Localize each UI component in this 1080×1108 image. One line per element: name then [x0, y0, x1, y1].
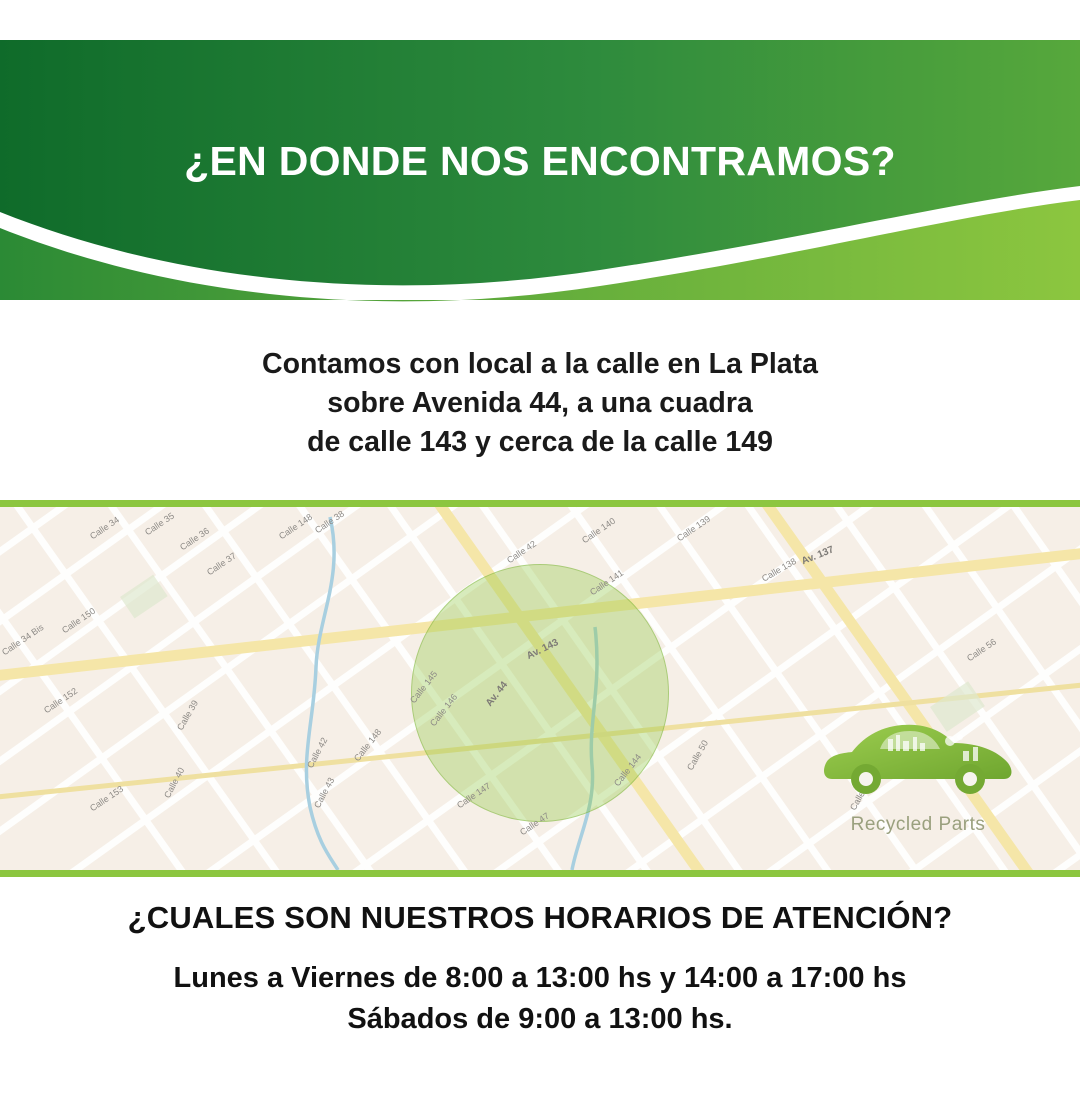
map-street-label: Calle 39	[175, 698, 201, 732]
map-street-label: Calle 34 Bis	[0, 622, 46, 658]
map-street-label: Calle 144	[612, 752, 644, 789]
map-street-label: Calle 140	[580, 515, 618, 546]
map-street-label: Av. 44	[484, 679, 511, 709]
map-street-label: Calle 145	[408, 669, 440, 706]
logo	[818, 711, 1018, 836]
map-street-label: Calle 148	[352, 727, 384, 764]
intro-line-2: sobre Avenida 44, a una cuadra	[327, 387, 753, 419]
map-street-label: Calle 139	[675, 513, 713, 544]
map-section[interactable]	[0, 500, 1080, 877]
header-banner	[0, 0, 1080, 305]
map-street-label: Calle 148	[277, 511, 315, 542]
car-icon	[818, 711, 1018, 807]
map-street-label: Calle 43	[312, 775, 337, 810]
intro-line-1: Contamos con local a la calle en La Plata	[262, 348, 818, 380]
map-street-label: Calle 42	[305, 735, 330, 770]
hours-saturday: Sábados de 9:00 a 13:00 hs.	[347, 1003, 733, 1035]
map-street-label: Av. 143	[525, 637, 561, 662]
footer-hours	[0, 958, 1080, 1040]
map-street-label: Calle 40	[162, 765, 187, 800]
map-street-label: Calle 141	[588, 567, 626, 598]
intro-text	[0, 345, 1080, 462]
map-street-label: Calle 37	[205, 550, 238, 578]
map-street-label: Calle 150	[60, 605, 98, 636]
map-street-label: Calle 34	[88, 514, 121, 542]
intro-line-3: de calle 143 y cerca de la calle 149	[307, 426, 773, 458]
logo-text: Recycled Parts	[850, 814, 986, 835]
map-street-label: Calle 38	[313, 508, 346, 536]
map-street-label: Calle 36	[178, 525, 211, 553]
map-street-label: Calle 138	[760, 555, 798, 584]
map-street-label: Av. 137	[800, 544, 836, 568]
map-street-label: Calle 147	[455, 780, 493, 811]
map-street-label: Calle 47	[518, 810, 551, 838]
map-street-label: Calle	[848, 789, 867, 812]
hours-weekdays: Lunes a Viernes de 8:00 a 13:00 hs y 14:00 a 17:00 hs	[173, 962, 907, 994]
map-street-label: Calle 152	[42, 685, 80, 716]
map-street-label: Calle 42	[505, 538, 538, 566]
footer-title: ¿CUALES SON NUESTROS HORARIOS DE ATENCIÓN?	[127, 900, 953, 935]
map-street-label: Calle 50	[685, 738, 711, 772]
footer-section	[0, 900, 1080, 1040]
page-title: ¿EN DONDE NOS ENCONTRAMOS?	[184, 138, 896, 184]
map-street-label: Calle 35	[143, 510, 176, 538]
map-street-label: Calle 146	[428, 692, 460, 729]
map-street-label: Calle 56	[965, 636, 998, 664]
map-street-label: Calle 153	[88, 783, 126, 814]
